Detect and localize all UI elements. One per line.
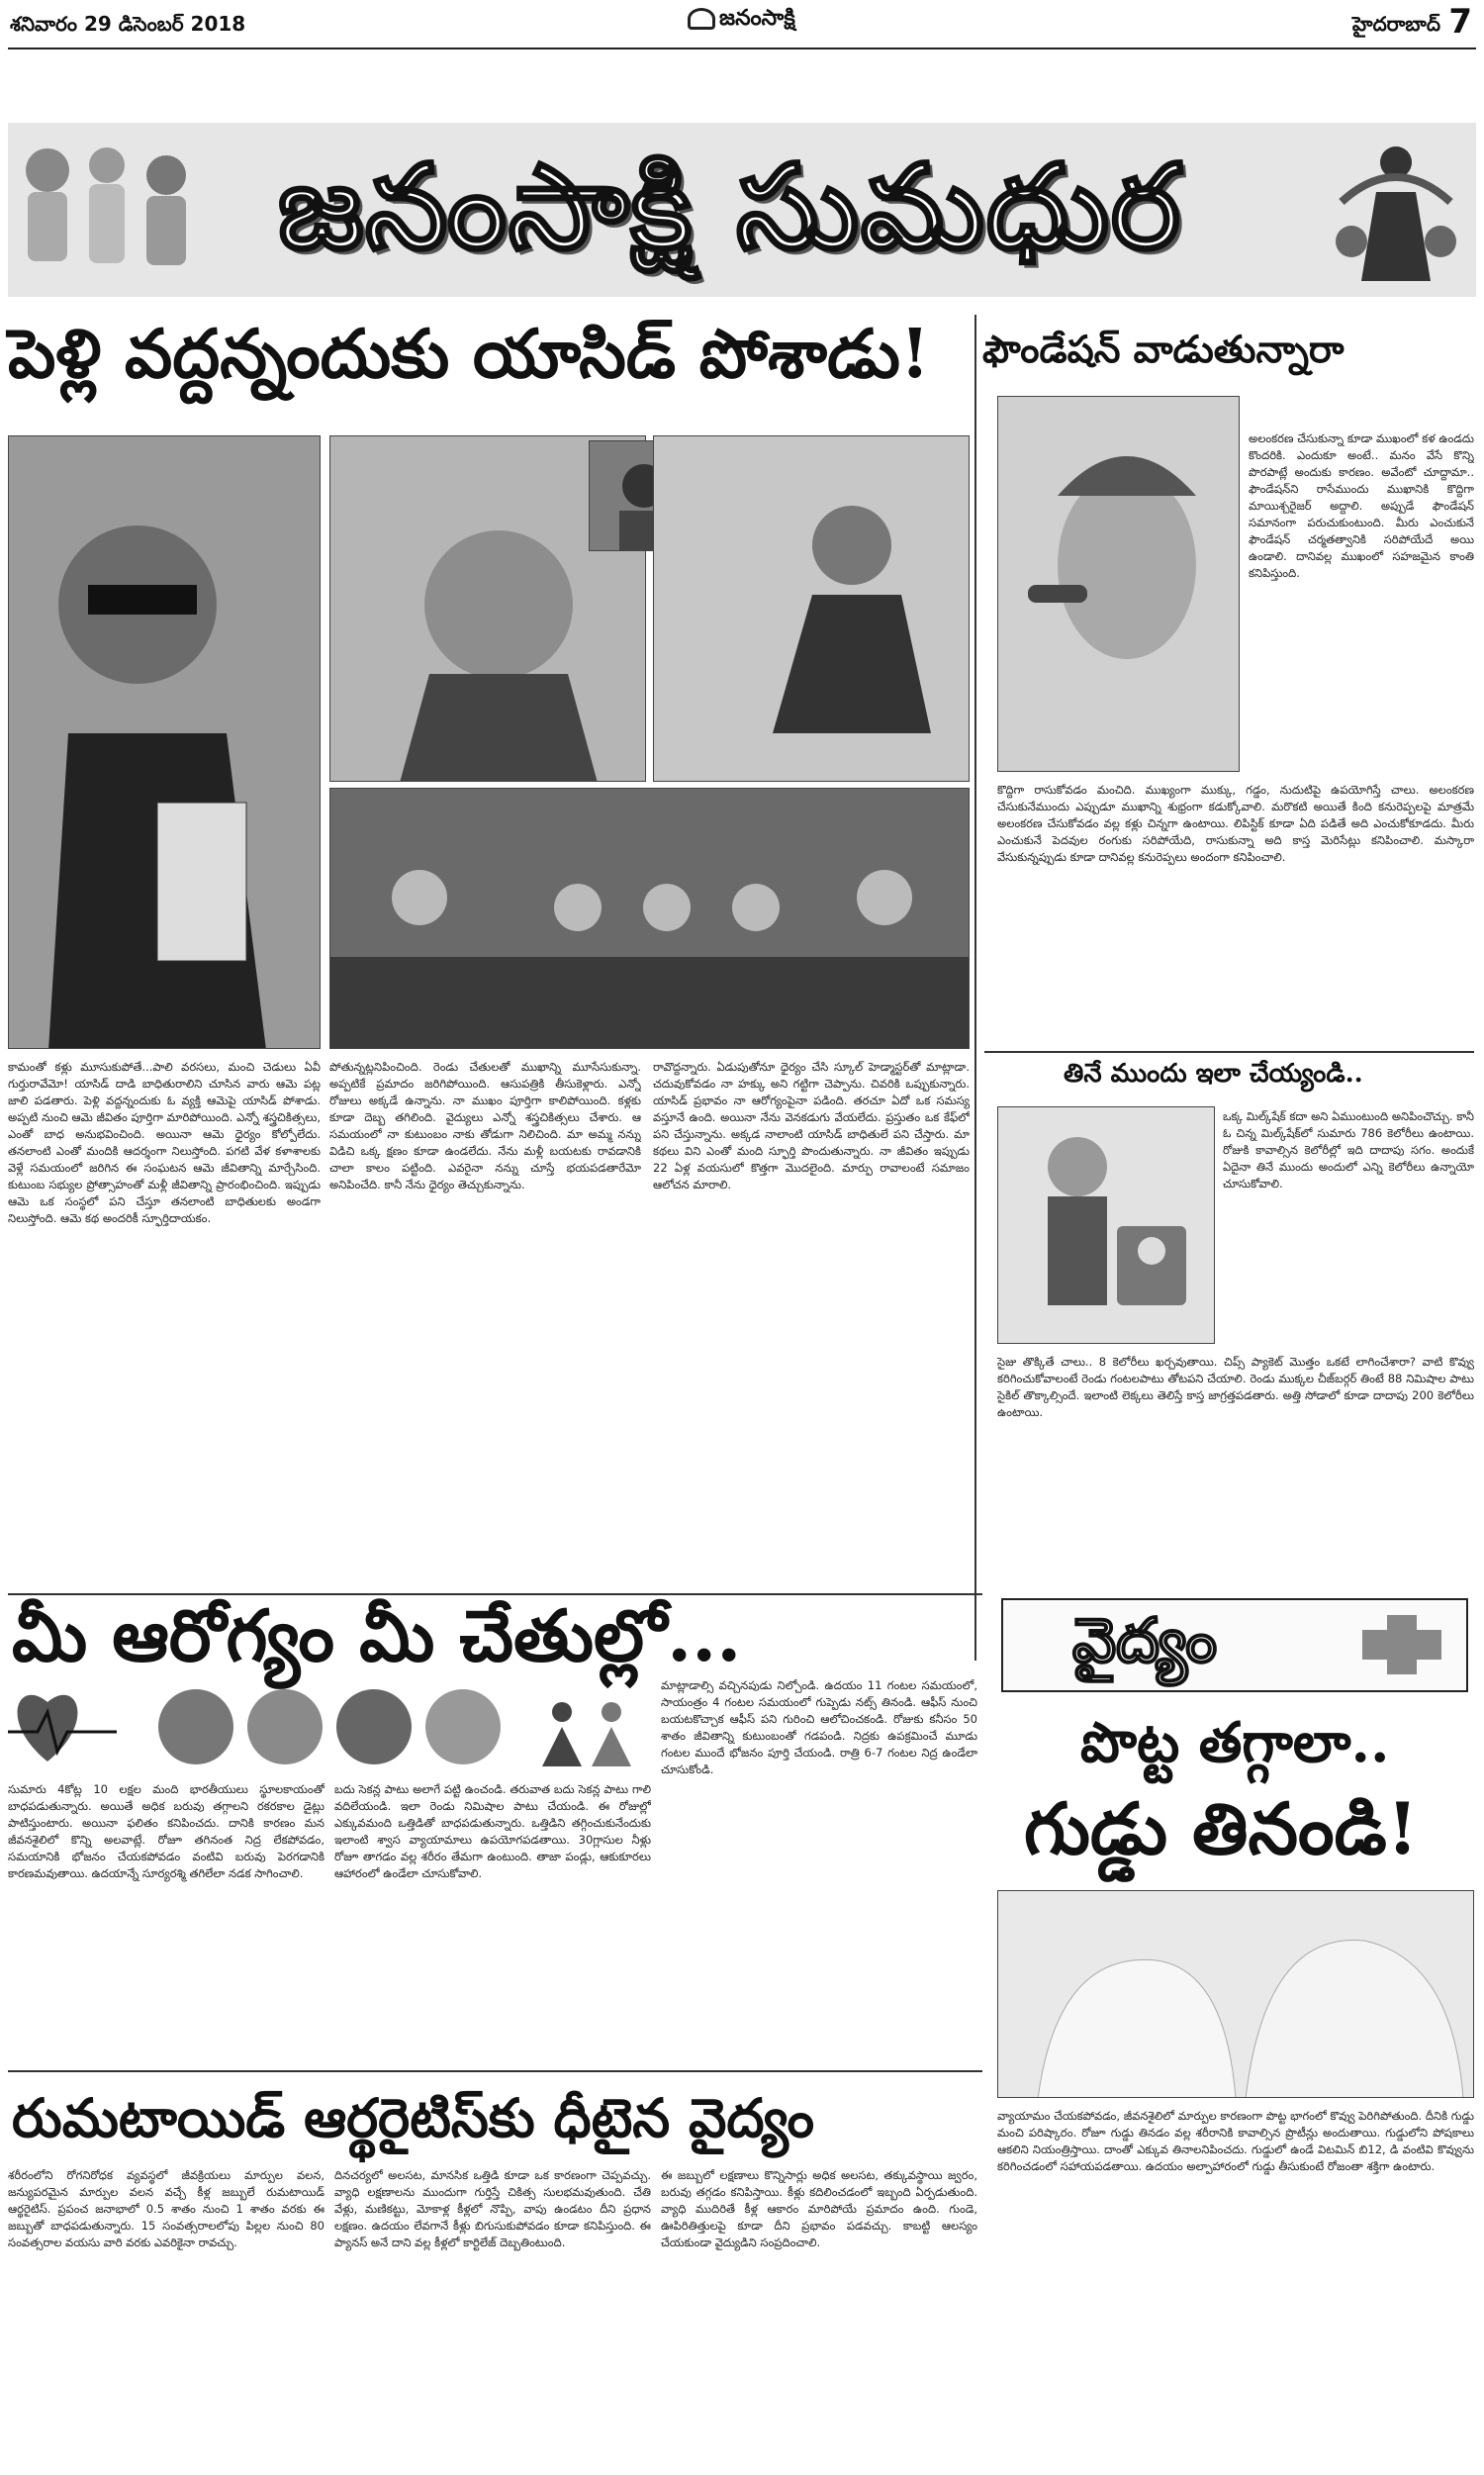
health-body-col2: బదు సెకన్ల పాటు అలాగే పట్టి ఉంచండి. తరువాత బదు సెకన్ల పాటు గాలి వదిలేయండి. ఇలా రెండు నిమిషాల పాటు చేయండి. ఈ రోజుల్లో ఎక్కువమంది ఒత్తిడితో బాధపడుతున్నారు. ఒత్తిడిని తగ్గించుకునేందుకు ఇలాంటి శ్వాస వ్యాయామాలు ఉపయోగపడతాయి. 30గ్లాసుల నీళ్లు రోజూ తాగడం వల్ల శరీరం తేమగా ఉంటుంది. తాజా పండ్లు, ఆకుకూరలు ఆహారంలో ఉండేలా చూసుకోవాలి. [334, 1782, 651, 1880]
rheum-body-col2: దినచర్యలో అలసట, మానసిక ఒత్తిడి కూడా ఒక కారణంగా చెప్పవచ్చు. వ్యాధి లక్షణాలను ముందుగా గుర్తిస్తే చికిత్స సులభమవుతుంది. చేతి వేళ్లు, మణికట్టు, మోకాళ్ల కీళ్లలో నొప్పి, వాపు ఉండటం దీని ప్రధాన లక్షణం. ఉదయం లేవగానే కీళ్లు బిగుసుకుపోవడం కూడా కనిపిస్తుంది. ఈ ప్యానస్ అనే దాని వల్ల కీళ్లలో కార్టిలేజ్ దెబ్బతింటుంది. [334, 2168, 651, 2249]
paper-logo [688, 6, 795, 36]
logo-icon [688, 8, 715, 30]
woman-scale-icon [998, 1107, 1215, 1344]
egg-headline-1: పొట్ట తగ్గాలా.. [1080, 1710, 1390, 1775]
health-body-col3: మాట్లాడాల్సి వచ్చినపుడు నిల్చోండి. ఉదయం 11 గంటల సమయంలో, సాయంత్రం 4 గంటల సమయంలో గుప్పెడు నట్స్ తినండి. ఆఫీస్ నుంచి బయటకొచ్చాక ఆఫీస్ పని గురించి ఆలోచించకండి. రోజుకు కనీసం 50 శాతం జీవితాన్ని కుటుంబంతో గడపండి. నిద్రకు ఉపక్రమించే మూడు గంటల ముందే భోజనం పూర్తి చేయండి. రాత్రి 6-7 గంటల నిద్ర ఉండేలా చూసుకోండి. [661, 1678, 977, 1776]
acid-body-col3: రావొద్దన్నారు. ఏడుపుతోనూ ధైర్యం చేసి స్కూల్ హెడ్మాస్టర్‌తో మాట్లాడా. చదువుకోవడం నా హక్కు అని గట్టిగా చెప్పాను. చివరికి ఒప్పుకున్నారు. యాసిడ్ ప్రభావం నా ఆరోగ్యంపైనా పడింది. తరచూ ఏదో ఒక సమస్య వస్తూనే ఉంది. అయినా నేను వెనకడుగు వేయలేదు. ప్రస్తుతం ఒక కేఫ్‌లో పని చేస్తున్నాను. అక్కడ నాలాంటి యాసిడ్ బాధితులే పని చేస్తారు. మా కథలు విని ఎంతో మంది స్ఫూర్తి పొందుతున్నారు. నా జీవితం ఇప్పుడు 22 ఏళ్ల వయసులో కొత్తగా మొదలైంది. మార్పు రావాలంటే సమాజం ఆలోచన మారాలి. [653, 1060, 970, 1191]
weigh-headline: తినే ముందు ఇలా చేయ్యండి.. [1064, 1059, 1363, 1089]
paper-name: జనంసాక్షి [719, 6, 795, 31]
egg-photo [997, 1890, 1474, 2098]
section-rule-3 [8, 2070, 982, 2072]
masthead-rule [8, 48, 1476, 49]
medical-icon [1357, 1610, 1446, 1679]
section-rule [984, 1051, 1474, 1053]
page-number: 7 [1448, 2, 1472, 42]
health-headline: మీ ఆరోగ్యం మీ చేతుల్లో... [12, 1593, 742, 1677]
rheum-body-col1: శరీరంలోని రోగనిరోధక వ్యవస్థలో జీవక్రియలు మార్పుల వలన, జన్యుపరమైన మార్పుల వలన వచ్చే కీళ్ల జబ్బులే రుమటాయిడ్ ఆర్థరైటిస్. ప్రపంచ జనాభాలో 0.5 శాతం నుంచి 1 శాతం వరకు ఈ జబ్బుతో బాధపడుతున్నారు. 15 సంవత్సరాలలోపు పిల్లల నుంచి 80 సంవత్సరాల వయసు వారి వరకు ఎవరికైనా రావచ్చు. [8, 2168, 325, 2249]
acid-body-col2: పోతున్నట్లనిపించింది. రెండు చేతులతో ముఖాన్ని మూసేసుకున్నా. అప్పటికే ప్రమాదం జరిగిపోయింది. ఆసుపత్రికి తీసుకెళ్లారు. ఎన్నో రోజులు అక్కడే ఉన్నాను. నా ముఖం పూర్తిగా కాలిపోయింది. కళ్లకు కూడా దెబ్బ తగిలింది. వైద్యులు ఎన్నో శస్త్రచికిత్సలు చేశారు. ఆ సమయంలో నా కుటుంబం నాకు తోడుగా నిలిచింది. మా అమ్మ నన్ను విడిచి ఒక్క క్షణం కూడా ఉండలేదు. నేను మళ్లీ బయటకు రావడానికి చాలా కాలం పట్టింది. ఎవరైనా నన్ను చూస్తే భయపడతారేమో అనిపించేది. కానీ నేను ధైర్యం తెచ్చుకున్నాను. [329, 1060, 641, 1191]
vaidyam-label: వైద్యం [1072, 1604, 1217, 1676]
masthead [0, 0, 1484, 48]
foundation-body-top: అలంకరణ చేసుకున్నా కూడా ముఖంలో కళ ఉండదు కొందరికి. ఎందుకూ అంటే.. మనం వేసే కొన్ని పొరపాట్లే అందుకు కారణం. అవేంటో చూద్దామా.. ఫౌండేషన్‌ని రాసేముందు ముఖానికి కొద్దిగా మాయిశ్చరైజర్ అద్దాలి. అప్పుడే ఫౌండేషన్ సమానంగా పరుచుకుంటుంది. మీరు ఎంచుకునే ఫౌండేషన్ చర్మతత్వానికి సరిపోయేదే అయి ఉండాలి. దానివల్ల ముఖంలో సహజమైన కాంతి కనిపిస్తుంది. [1249, 431, 1474, 580]
acid-body-col1: కామంతో కళ్లు మూసుకుపోతే...పాలి వరసలు, మంచి చెడులు ఏవీ గుర్తురావేమో! యాసిడ్ దాడి బాధితురాలిని చూసిన వారు ఆమె పట్ల జాలి పడతారు. పెళ్లి వద్దన్నందుకు ఓ వ్యక్తి ఆమెపై యాసిడ్ పోశాడు. అప్పటి నుంచి ఆమె జీవితం పూర్తిగా మారిపోయింది. ఎన్నో శస్త్రచికిత్సలు, ఎంతో బాధ అనుభవించింది. అయినా ఆమె ధైర్యం కోల్పోలేదు. తనలాంటి ఎంతో మందికి ఆదర్శంగా నిలుస్తోంది. పగటి వేళ కళాశాలకు వెళ్లే సమయంలో జరిగిన ఈ సంఘటన ఆమె జీవితాన్ని మార్చేసింది. కుటుంబ సభ్యుల ప్రోత్సాహంతో మళ్లీ జీవితాన్ని ప్రారంభించింది. ఇప్పుడు ఆమె ఒక సంస్థలో పని చేస్తూ తనలాంటి బాధితులకు అండగా నిలుస్తోంది. ఆమె కథ అందరికీ స్ఫూర్తిదాయకం. [8, 1060, 321, 1225]
issue-date: శనివారం 29 డిసెంబర్ 2018 [10, 12, 246, 36]
weigh-body-bottom: సైజు తొక్కితే చాలు.. 8 కెలోరీలు ఖర్చవుతాయి. చిప్స్ ప్యాకెట్ మొత్తం ఒకటే లాగించేశారా? వాటి కొవ్వు కరిగించుకోవాలంటే రెండు గంటలపాటు తోటపని చేయాలి. రెండు ముక్కల చీజ్‌బర్గర్ తింటే 88 నిమిషాల పాటు సైకిల్ తొక్కాల్సిందే. ఇలాంటి లెక్కలు తెలిస్తే కాస్త జాగ్రత్తపడతారు. అత్తి సోడాలో కూడా దాదాపు 200 కెలోరీలు ఉంటాయి. [997, 1355, 1474, 1419]
weighing-scale-photo [997, 1106, 1215, 1344]
foundation-headline: ఫౌండేషన్ వాడుతున్నారా [982, 327, 1345, 371]
weigh-body-side: ఒక్క మిల్క్‌షేక్ కదా అని ఏముంటుంది అనిపించొచ్చు. కానీ ఓ చిన్న మిల్క్‌షేక్‌లో సుమారు 786 కెలోరీలు ఉంటాయి. రోజుకి కావాల్సిన కెలోరీల్లో ఇది దాదాపు సగం. అందుకే ఏదైనా తినే ముందు అందులో ఎన్ని కెలోరీలు ఉన్నాయో చూసుకోవాలి. [1223, 1109, 1474, 1190]
acid-headline: పెళ్లి వద్దన్నందుకు యాసిడ్ పోశాడు! [8, 315, 930, 394]
foundation-body-bottom: కొద్దిగా రాసుకోవడం మంచిది. ముఖ్యంగా ముక్కు, గడ్డం, నుదుటిపై ఉపయోగిస్తే చాలు. అలంకరణ చేసుకునేముందు ఎప్పుడూ ముఖాన్ని శుభ్రంగా కడుక్కోవాలి. మరొకటి అయితే కింది కనురెప్పలపై మాత్రమే అలంకరణ చేసుకోవడం వల్ల కళ్లు చిన్నగా ఉంటాయి. లిపిస్టిక్ కూడా ఏది పడితే అది ఎంచుకోకూడదు. మీరు ఎంచుకునే పెదవుల రంగుకు సరిపోయేది, రాసుకున్నా అది కాస్త మెరిసేట్లు కనిపించాలి. మస్కారా వేసుకున్నప్పుడు కూడా దానివల్ల కనురెప్పలు అందంగా కనిపించాలి. [997, 783, 1474, 864]
section-banner [8, 123, 1476, 297]
survivor-photo-seated [653, 435, 970, 782]
survivor-seated-icon [654, 436, 970, 782]
egg-body: వ్యాయామం చేయకపోవడం, జీవనశైలిలో మార్పుల కారణంగా పొట్ట భాగంలో కొవ్వు పెరిగిపోతుంది. దీనికి గుడ్డు మంచి పరిష్కారం. రోజూ గుడ్డు తినడం వల్ల శరీరానికి కావాల్సిన ప్రొటీన్లు అందుతాయి. గుడ్డులోని పోషకాలు ఆకలిని నియంత్రిస్తాయి. దాంతో ఎక్కువ తినాలనిపించదు. గుడ్డులో ఉండే విటమిన్ బి12, డి వంటివి కొవ్వును కరిగించడంలో సహాయపడతాయి. ఉదయం అల్పాహారంలో గుడ్డు తీసుకుంటే రోజంతా శక్తిగా ఉంటారు. [997, 2109, 1474, 2173]
rheum-headline: రుమటాయిడ్ ఆర్థరైటిస్‌కు ధీటైన వైద్యం [12, 2086, 815, 2149]
survivor-portrait-icon [9, 436, 321, 1049]
makeup-photo [997, 396, 1240, 772]
health-body-col1: సుమారు 4కోట్ల 10 లక్షల మంది భారతీయులు స్థూలకాయంతో బాధపడుతున్నారు. అయితే అధిక బరువు తగ్గాలని రకరకాల డైట్లు పాటిస్తుంటారు. అయినా ఫలితం కనిపించదు. దానికి కారణం మన జీవనశైలిలో కొన్ని అలవాట్లే. రోజూ తగినంత నిద్ర లేకపోవడం, సమయానికి భోజనం చేయకపోవడం వంటివి బరువు పెరగడానికి కారణమవుతాయి. ఉదయాన్నే సూర్యరశ్మి తగిలేలా నడక సాగించాలి. [8, 1782, 325, 1880]
vaidyam-label-box [1001, 1598, 1468, 1692]
section-title: జనంసాక్షి సుమధుర [278, 138, 1182, 275]
edition-city: హైదరాబాద్ [1351, 12, 1440, 36]
women-symbol-icon [1322, 133, 1470, 289]
column-rule [974, 315, 976, 1661]
children-illustration-icon [8, 131, 216, 289]
survivor-photo-left [8, 435, 321, 1049]
cafe-group-icon [330, 789, 970, 1049]
health-icons-icon [8, 1682, 651, 1771]
rheum-body-col3: ఈ జబ్బులో లక్షణాలు కొన్నిసార్లు అధిక అలసట, తక్కువస్థాయి జ్వరం, బరువు తగ్గడం కనిపిస్తాయి. కీళ్లు కదిలించడంలో ఇబ్బంది ఏర్పడుతుంది. వ్యాధి ముదిరితే కీళ్ల ఆకారం మారిపోయే ప్రమాదం ఉంది. గుండె, ఊపిరితిత్తులపై కూడా దీని ప్రభావం పడవచ్చు. కాబట్టి ఆలస్యం చేయకుండా వైద్యుడిని సంప్రదించాలి. [661, 2168, 977, 2249]
cafe-group-photo [329, 788, 970, 1049]
egg-headline-2: గుడ్డు తినండి! [1024, 1786, 1419, 1870]
woman-makeup-icon [998, 397, 1240, 772]
health-icon-strip [8, 1682, 651, 1771]
eggshell-icon [998, 1891, 1474, 2098]
